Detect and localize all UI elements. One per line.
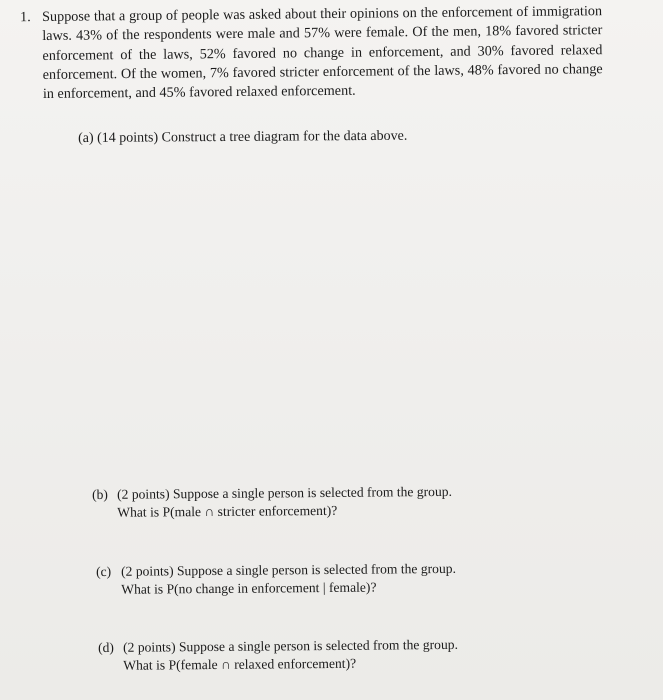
part-b-line2: What is P(male ∩ stricter enforcement)? [117,502,338,520]
part-a-prompt: (a) (14 points) Construct a tree diagram for the data above. [78,128,408,146]
problem-1 [20,2,603,104]
part-d-line1: (2 points) Suppose a single person is selected from the group. [123,636,459,655]
part-b-label: (b) [92,486,108,502]
part-d [98,636,458,674]
part-d-label: (d) [98,639,114,655]
part-c-line2: What is P(no change in enforcement | female)? [121,579,377,597]
part-c-line1: (2 points) Suppose a single person is selected from the group. [121,560,457,579]
part-c-label: (c) [96,563,112,579]
problem-number: 1. [20,9,31,26]
part-b [92,483,452,521]
part-d-line2: What is P(female ∩ relaxed enforcement)? [123,655,357,673]
part-c [96,560,456,598]
part-b-line1: (2 points) Suppose a single person is selected from the group. [117,483,453,502]
problem-text: Suppose that a group of people was asked about their opinions on the enforcement of immigration laws. 43% of the respondents were male and 57% were female. Of the men, 18% favored stricter enforcement of the laws, 52% favored no change in enforcement, and 30% favored relaxed enforcement. Of the women, 7% favored stricter enforcement of the laws, 48% favored no change in enforcement, and 45% favored relaxed enforcement. [42,3,603,103]
